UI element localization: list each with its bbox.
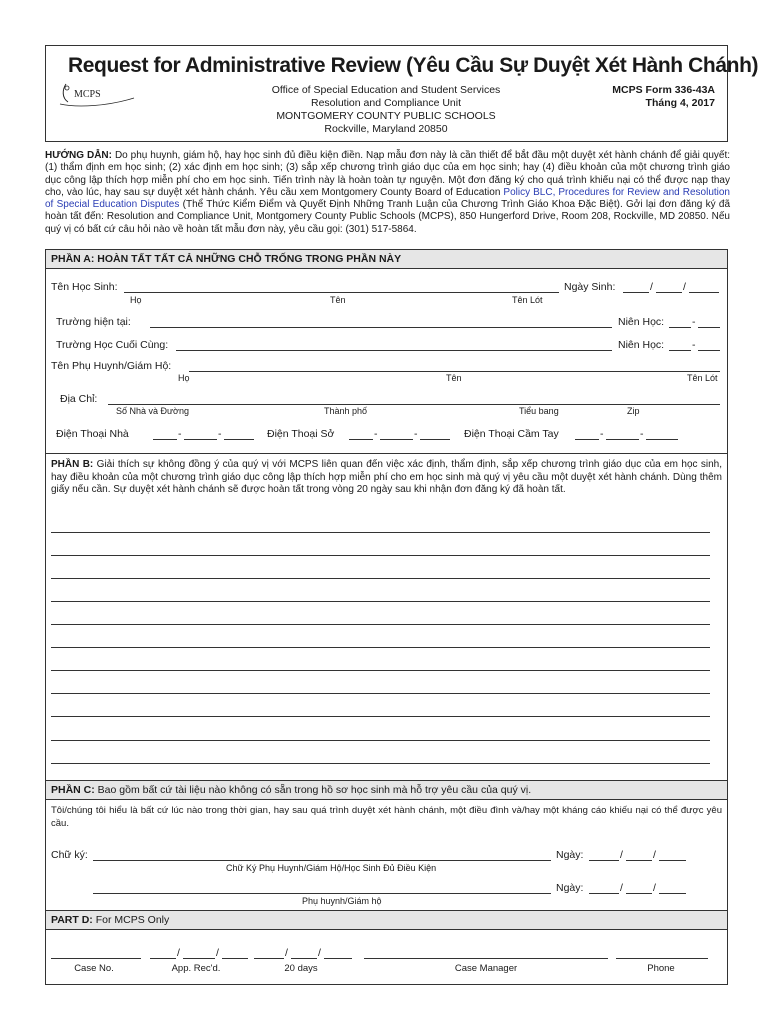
signature2-date-label: Ngày: <box>556 882 584 894</box>
school-year-end-field[interactable] <box>698 327 720 328</box>
parent-sub-middle: Tên Lót <box>687 373 718 383</box>
part-b-instructions <box>51 459 722 497</box>
cell-phone-area-field[interactable] <box>575 439 599 440</box>
explanation-line[interactable] <box>51 693 710 694</box>
signature-date-year[interactable] <box>659 860 686 861</box>
parent-name-field[interactable] <box>189 371 720 372</box>
parent-sub-last: Họ <box>178 373 190 383</box>
signature2-date-day[interactable] <box>626 893 652 894</box>
student-name-label: Tên Học Sinh: <box>51 281 118 293</box>
part-d-heading-text: For MCPS Only <box>95 914 170 926</box>
addr-sub-street: Số Nhà và Đường <box>116 406 189 416</box>
cell-phone-prefix-field[interactable] <box>606 439 639 440</box>
part-c-statement: Tôi/chúng tôi hiểu là bất cứ lúc nào trong thời gian, hay sau quá trình duyệt xét hành chánh, một điều đình và/hay một kháng cáo khiếu nại có thể được yêu cầu. <box>51 805 722 829</box>
work-phone-label: Điện Thoại Sở <box>267 428 335 440</box>
address-label: Địa Chỉ: <box>60 393 98 405</box>
signature2-date-year[interactable] <box>659 893 686 894</box>
col-app-recd: App. Rec'd. <box>171 963 221 974</box>
form-date: Tháng 4, 2017 <box>645 97 715 109</box>
part-d-header <box>46 910 727 930</box>
current-school-field[interactable] <box>150 327 612 328</box>
home-phone-prefix-field[interactable] <box>184 439 217 440</box>
svg-text:MCPS: MCPS <box>74 89 101 100</box>
explanation-line[interactable] <box>51 601 710 602</box>
signature2-sub-label: Phụ huynh/Giám hộ <box>302 896 382 906</box>
address-field[interactable] <box>108 404 720 405</box>
sub-first-name: Tên <box>330 295 346 305</box>
app-recd-month[interactable] <box>150 958 176 959</box>
mcps-logo-icon <box>58 80 136 108</box>
explanation-line[interactable] <box>51 763 710 764</box>
col-20-days: 20 days <box>284 963 318 974</box>
parent-name-label: Tên Phụ Huynh/Giám Hộ: <box>51 360 172 372</box>
explanation-line[interactable] <box>51 555 710 556</box>
last-school-label: Trường Học Cuối Cùng: <box>56 339 169 351</box>
student-name-field[interactable] <box>124 292 559 293</box>
form-title: Request for Administrative Review (Yêu Cầu Sự Duyệt Xét Hành Chánh) <box>68 54 759 77</box>
instructions-text: Do phụ huynh, giám hộ, hay học sinh đủ điều kiện điền. Nạp mẫu đơn này là cần thiết để bắt đầu một duyệt xét hành chánh để giải quyết: (1) thẩm định em học sinh; (2) xác định em học sinh; (3) sắp xếp chương trình giáo dục của em học sinh; hay (4) điều khoản của một chương trình giáo dục công lập thích hợp miễn phí cho em học sinh. Tiến trình này là hoàn toàn tự nguyện. Một đơn đăng ký cho quá trình khiếu nại có thể được nạp thay cho, vào lúc, hay sau sự duyệt xét hành chánh. Yêu cầu xem Montgomery County Board of Education <box>45 150 731 198</box>
addr-sub-zip: Zip <box>627 406 640 416</box>
part-c-header <box>46 780 727 800</box>
instructions <box>45 150 730 236</box>
col-case-manager: Case Manager <box>454 963 518 974</box>
part-c-heading-text: Bao gồm bất cứ tài liệu nào không có sẵn trong hồ sơ học sinh mà hỗ trợ yêu cầu của quý vị. <box>97 784 532 796</box>
explanation-line[interactable] <box>51 647 710 648</box>
dob-label: Ngày Sinh: <box>564 281 616 293</box>
addr-sub-city: Thành phố <box>324 406 368 416</box>
work-phone-area-field[interactable] <box>349 439 373 440</box>
explanation-line[interactable] <box>51 716 710 717</box>
school-year-label: Niên Học: <box>618 316 665 328</box>
school-year-label-2: Niên Học: <box>618 339 665 351</box>
parent-sub-first: Tên <box>446 373 462 383</box>
addr-sub-state: Tiểu bang <box>519 406 559 416</box>
signature-date-day[interactable] <box>626 860 652 861</box>
twenty-days-month[interactable] <box>254 958 284 959</box>
dob-month-field[interactable] <box>623 292 649 293</box>
part-b-divider <box>46 453 727 454</box>
explanation-line[interactable] <box>51 624 710 625</box>
signature-date-label: Ngày: <box>556 849 584 861</box>
office-line: Office of Special Education and Student Services <box>271 84 501 96</box>
office-line: Resolution and Compliance Unit <box>311 97 461 109</box>
work-phone-line-field[interactable] <box>420 439 450 440</box>
office-line: MONTGOMERY COUNTY PUBLIC SCHOOLS <box>276 110 496 122</box>
signature-sub-label: Chữ Ký Phụ Huynh/Giám Hộ/Học Sinh Đủ Điều Kiện <box>226 863 437 873</box>
last-school-year-start-field[interactable] <box>669 350 691 351</box>
explanation-line[interactable] <box>51 578 710 579</box>
signature2-field[interactable] <box>93 893 551 894</box>
instructions-heading: HƯỚNG DẪN: <box>45 150 112 161</box>
sub-middle-name: Tên Lót <box>512 295 543 305</box>
explanation-line[interactable] <box>51 670 710 671</box>
phone-field[interactable] <box>616 958 708 959</box>
case-no-field[interactable] <box>51 958 141 959</box>
col-phone: Phone <box>647 963 675 974</box>
signature2-date-month[interactable] <box>589 893 619 894</box>
sub-last-name: Họ <box>130 295 142 305</box>
part-a-title: PHẦN A: HOÀN TẤT TẤT CẢ NHỮNG CHỖ TRỐNG TRONG PHẦN NÀY <box>51 253 402 265</box>
office-line: Rockville, Maryland 20850 <box>324 123 448 135</box>
home-phone-line-field[interactable] <box>224 439 254 440</box>
signature-label: Chữ ký: <box>51 849 88 861</box>
app-recd-year[interactable] <box>222 958 248 959</box>
cell-phone-label: Điện Thoại Cầm Tay <box>464 428 559 440</box>
twenty-days-day[interactable] <box>291 958 317 959</box>
last-school-field[interactable] <box>176 350 612 351</box>
part-b-text: Giải thích sự không đồng ý của quý vị với MCPS liên quan đến việc xác định, thẩm định, sắp xếp chương trình giáo dục của em học sinh, hay điều khoản của một chương trình giáo dục công lập thích hợp miễn phí cho em học sinh mà quý vị yêu cầu một duyệt xét hành chánh. Dùng thêm giấy nếu cần. Sự duyệt xét hành chánh sẽ được hoàn tất trong vòng 20 ngày sau khi nhận đơn đăng ký đã hoàn tất. <box>51 459 723 495</box>
signature-date-month[interactable] <box>589 860 619 861</box>
home-phone-label: Điện Thoại Nhà <box>56 428 129 440</box>
explanation-line[interactable] <box>51 740 710 741</box>
form-number-block <box>612 84 715 110</box>
policy-link[interactable]: Policy BLC, Procedures for Review and Resolution of Special Education Disputes <box>45 186 730 211</box>
current-school-label: Trường hiện tại: <box>56 316 131 328</box>
part-d-title: PART D: <box>51 914 93 926</box>
last-school-year-end-field[interactable] <box>698 350 720 351</box>
instructions-text-2: (Thể Thức Kiểm Điểm và Quyết Định Những Tranh Luận của Chương Trình Giáo Khoa Đặc Biệt). Gởi lại đơn đăng ký đã hoàn tất đến: Resolution and Compliance Unit, Montgomery County Public Schools (MCPS), 850 Hungerford Drive, Room 208, Rockville, MD 20850. Nếu quý vị có bất cứ câu hỏi nào về hoàn tất mẫu đơn này, yêu cầu gọi: (301) 517-5864. <box>45 199 731 235</box>
cell-phone-line-field[interactable] <box>646 439 678 440</box>
col-case-no: Case No. <box>74 963 114 974</box>
part-c-title: PHẦN C: <box>51 784 95 796</box>
office-address <box>236 84 536 136</box>
twenty-days-year[interactable] <box>324 958 352 959</box>
part-b-title: PHẦN B: <box>51 459 94 470</box>
form-header <box>45 45 759 142</box>
app-recd-day[interactable] <box>183 958 215 959</box>
dob-day-field[interactable] <box>656 292 682 293</box>
form-number: MCPS Form 336-43A <box>612 84 715 96</box>
part-a-header <box>46 250 727 269</box>
home-phone-area-field[interactable] <box>153 439 177 440</box>
explanation-line[interactable] <box>51 532 710 533</box>
work-phone-prefix-field[interactable] <box>380 439 413 440</box>
case-manager-field[interactable] <box>364 958 608 959</box>
school-year-start-field[interactable] <box>669 327 691 328</box>
signature-field[interactable] <box>93 860 551 861</box>
dob-year-field[interactable] <box>689 292 719 293</box>
form-body: PHẦN A: HOÀN TẤT TẤT CẢ NHỮNG CHỖ TRỐNG TRONG PHẦN NÀY Tên Học Sinh: Ngày Sinh: / / Họ Tên Tên Lót Trường hiện tại: Niên Học: - Trường Học Cuối Cùng: Niên Học: - Tên Phụ Huynh/Giám Hộ: Họ Tên Tên Lót Địa Chỉ: Số Nhà và Đường Thành phố Tiểu bang Zip Điện Thoại Nhà - - Điện Thoại Sở - - Điện Thoại Cầm Tay - - PHẦN B: Giải thích sự không đồng ý của quý vị với MCPS liên quan đến việc xác định, thẩm định, sắp xếp chương trình giáo dục của em học sinh, hay điều khoản của một chương trình giáo dục công lập thích hợp miễn phí cho em học sinh mà quý vị yêu cầu một duyệt xét hành chánh. Dùng thêm giấy nếu cần. Sự duyệt xét hành chánh sẽ được hoàn tất trong vòng 20 ngày sau khi nhận đơn đăng ký đã hoàn tất. PHẦN C: Bao gồm bất cứ tài liệu nào không có sẵn trong hồ sơ học sinh mà hỗ trợ yêu cầu của quý vị. Tôi/chúng tôi hiểu là bất cứ lúc nào trong thời gian, hay sau quá trình duyệt xét hành chánh, một điều đình và/hay một kháng cáo khiếu nại có thể được yêu cầu. Chữ ký: Ngày: / / Chữ Ký Phụ Huynh/Giám Hộ/Học Sinh Đủ Điều Kiện Ngày: / / Phụ huynh/Giám hộ PART D: For MCPS Only / / / / Case No. App. Rec'd. 20 days Case Manager Phone <box>45 249 728 985</box>
